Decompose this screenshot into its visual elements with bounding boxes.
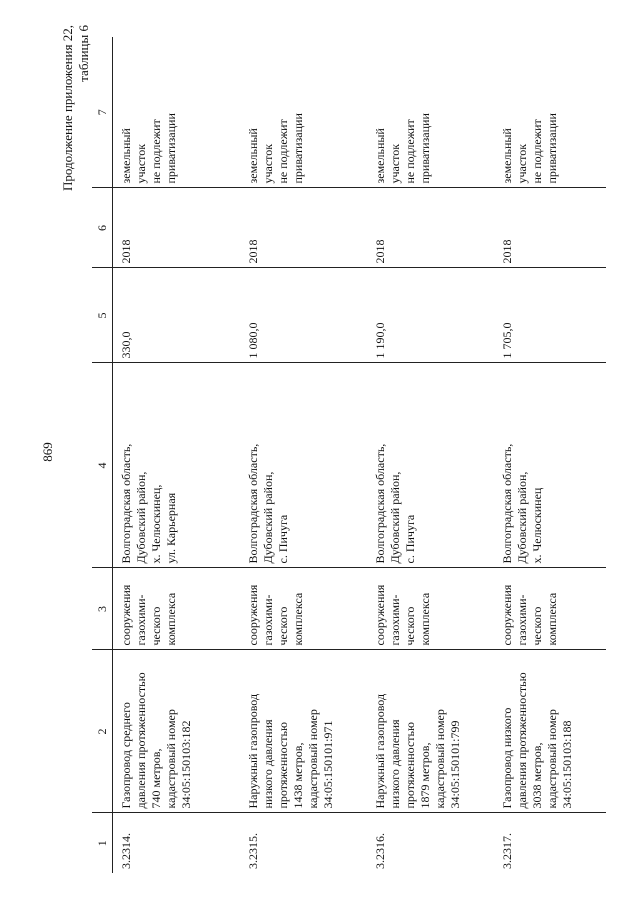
continuation-caption (60, 25, 92, 285)
value-cell: 1 705,0 (494, 268, 606, 363)
year-cell: 2018 (367, 188, 494, 268)
column-header-6: 6 (92, 188, 113, 268)
address-cell: Волгоградская область, Дубовский район, х. Челюскинец, ул. Карьерная (113, 363, 241, 568)
object-name-cell: Газопровод низкого давления протяженностью 3038 метров, кадастровый номер 34:05:150103:188 (494, 650, 606, 813)
note-cell: земельный участок не подлежит приватизации (113, 37, 241, 188)
year-cell: 2018 (494, 188, 606, 268)
object-name-cell: Газопровод среднего давления протяженностью 740 метров, кадастровый номер 34:05:150103:182 (113, 650, 241, 813)
column-header-1: 1 (92, 813, 113, 873)
address-cell: Волгоградская область, Дубовский район, с. Пичуга (240, 363, 367, 568)
note-cell: земельный участок не подлежит приватизации (494, 37, 606, 188)
table-row (494, 37, 606, 873)
year-cell: 2018 (113, 188, 241, 268)
note-cell: земельный участок не подлежит приватизации (367, 37, 494, 188)
value-cell: 330,0 (113, 268, 241, 363)
object-type-cell: сооружения газохими- ческого комплекса (494, 568, 606, 650)
row-number-cell: 3.2317. (494, 813, 606, 873)
object-name-cell: Наружный газопровод низкого давления протяженностью 1879 метров, кадастровый номер 34:05:150101:799 (367, 650, 494, 813)
column-header-2: 2 (92, 650, 113, 813)
row-number-cell: 3.2314. (113, 813, 241, 873)
column-header-5: 5 (92, 268, 113, 363)
column-header-3: 3 (92, 568, 113, 650)
continuation-line-1: Продолжение приложения 22, (60, 25, 75, 192)
table-row (240, 37, 367, 873)
object-name-cell: Наружный газопровод низкого давления протяженностью 1438 метров, кадастровый номер 34:05:150101:971 (240, 650, 367, 813)
object-type-cell: сооружения газохими- ческого комплекса (367, 568, 494, 650)
year-cell: 2018 (240, 188, 367, 268)
address-cell: Волгоградская область, Дубовский район, х. Челюскинец (494, 363, 606, 568)
object-type-cell: сооружения газохими- ческого комплекса (240, 568, 367, 650)
column-header-7: 7 (92, 37, 113, 188)
object-type-cell: сооружения газохими- ческого комплекса (113, 568, 241, 650)
continuation-line-2: таблицы 6 (76, 25, 91, 82)
page-number: 869 (40, 442, 55, 462)
row-number-cell: 3.2316. (367, 813, 494, 873)
column-header-4: 4 (92, 363, 113, 568)
property-table (92, 37, 606, 873)
address-cell: Волгоградская область, Дубовский район, с. Пичуга (367, 363, 494, 568)
value-cell: 1 190,0 (367, 268, 494, 363)
value-cell: 1 080,0 (240, 268, 367, 363)
table-row (367, 37, 494, 873)
table-header-row (92, 37, 113, 873)
table-row (113, 37, 241, 873)
row-number-cell: 3.2315. (240, 813, 367, 873)
note-cell: земельный участок не подлежит приватизации (240, 37, 367, 188)
